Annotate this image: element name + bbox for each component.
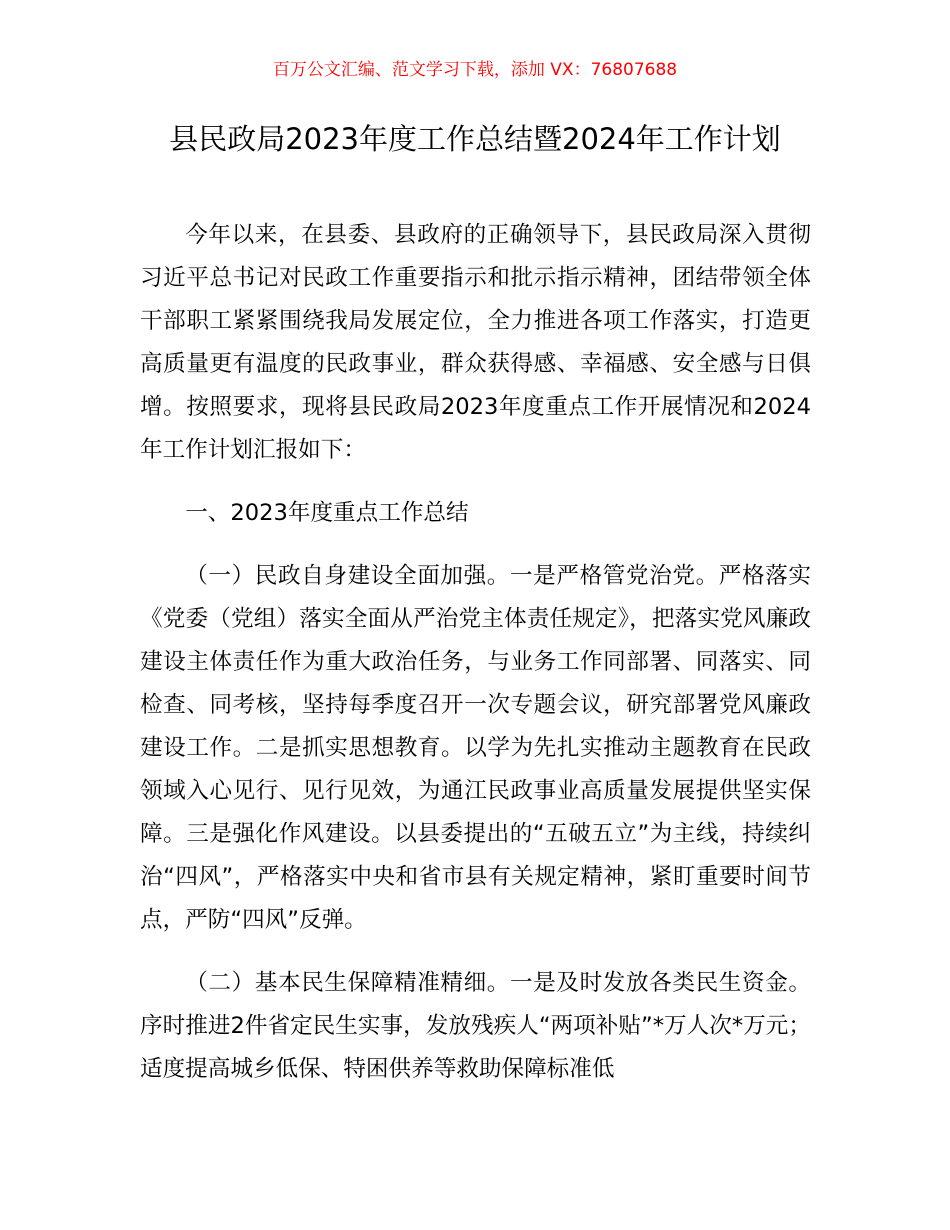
body-paragraph: （一）民政自身建设全面加强。一是严格管党治党。严格落实《党委（党组）落实全面从严治党主体责任规定》，把落实党风廉政建设主体责任作为重大政治任务，与业务工作同部署、同落实、同检查、同考核，坚持每季度召开一次专题会议，研究部署党风廉政建设工作。二是抓实思想教育。以学为先扎实推动主题教育在民政领域入心见行、见行见效，为通江民政事业高质量发展提供坚实保障。三是强化作风建设。以县委提出的“五破五立”为主线，持续纠治“四风”，严格落实中央和省市县有关规定精神，紧盯重要时间节点，严防“四风”反弹。 [140,563,811,933]
intro-paragraph: 今年以来，在县委、县政府的正确领导下，县民政局深入贯彻习近平总书记对民政工作重要指示和批示指示精神，团结带领全体干部职工紧紧围绕我局发展定位，全力推进各项工作落实，打造更高质量更有温度的民政事业，群众获得感、幸福感、安全感与日俱增。按照要求，现将县民政局2023年度重点工作开展情况和2024年工作计划汇报如下： [140,222,811,463]
section-heading: 一、2023年度重点工作总结 [185,500,469,526]
document-body [140,214,811,1091]
body-paragraph: （二）基本民生保障精准精细。一是及时发放各类民生资金。序时推进2件省定民生实事，发放残疾人“两项补贴”*万人次*万元；适度提高城乡低保、特困供养等救助保障标准低 [140,970,811,1082]
document-title: 县民政局2023年度工作总结暨2024年工作计划 [169,122,781,156]
header-note: 百万公文汇编、范文学习下载，添加 VX：76807688 [272,60,678,80]
